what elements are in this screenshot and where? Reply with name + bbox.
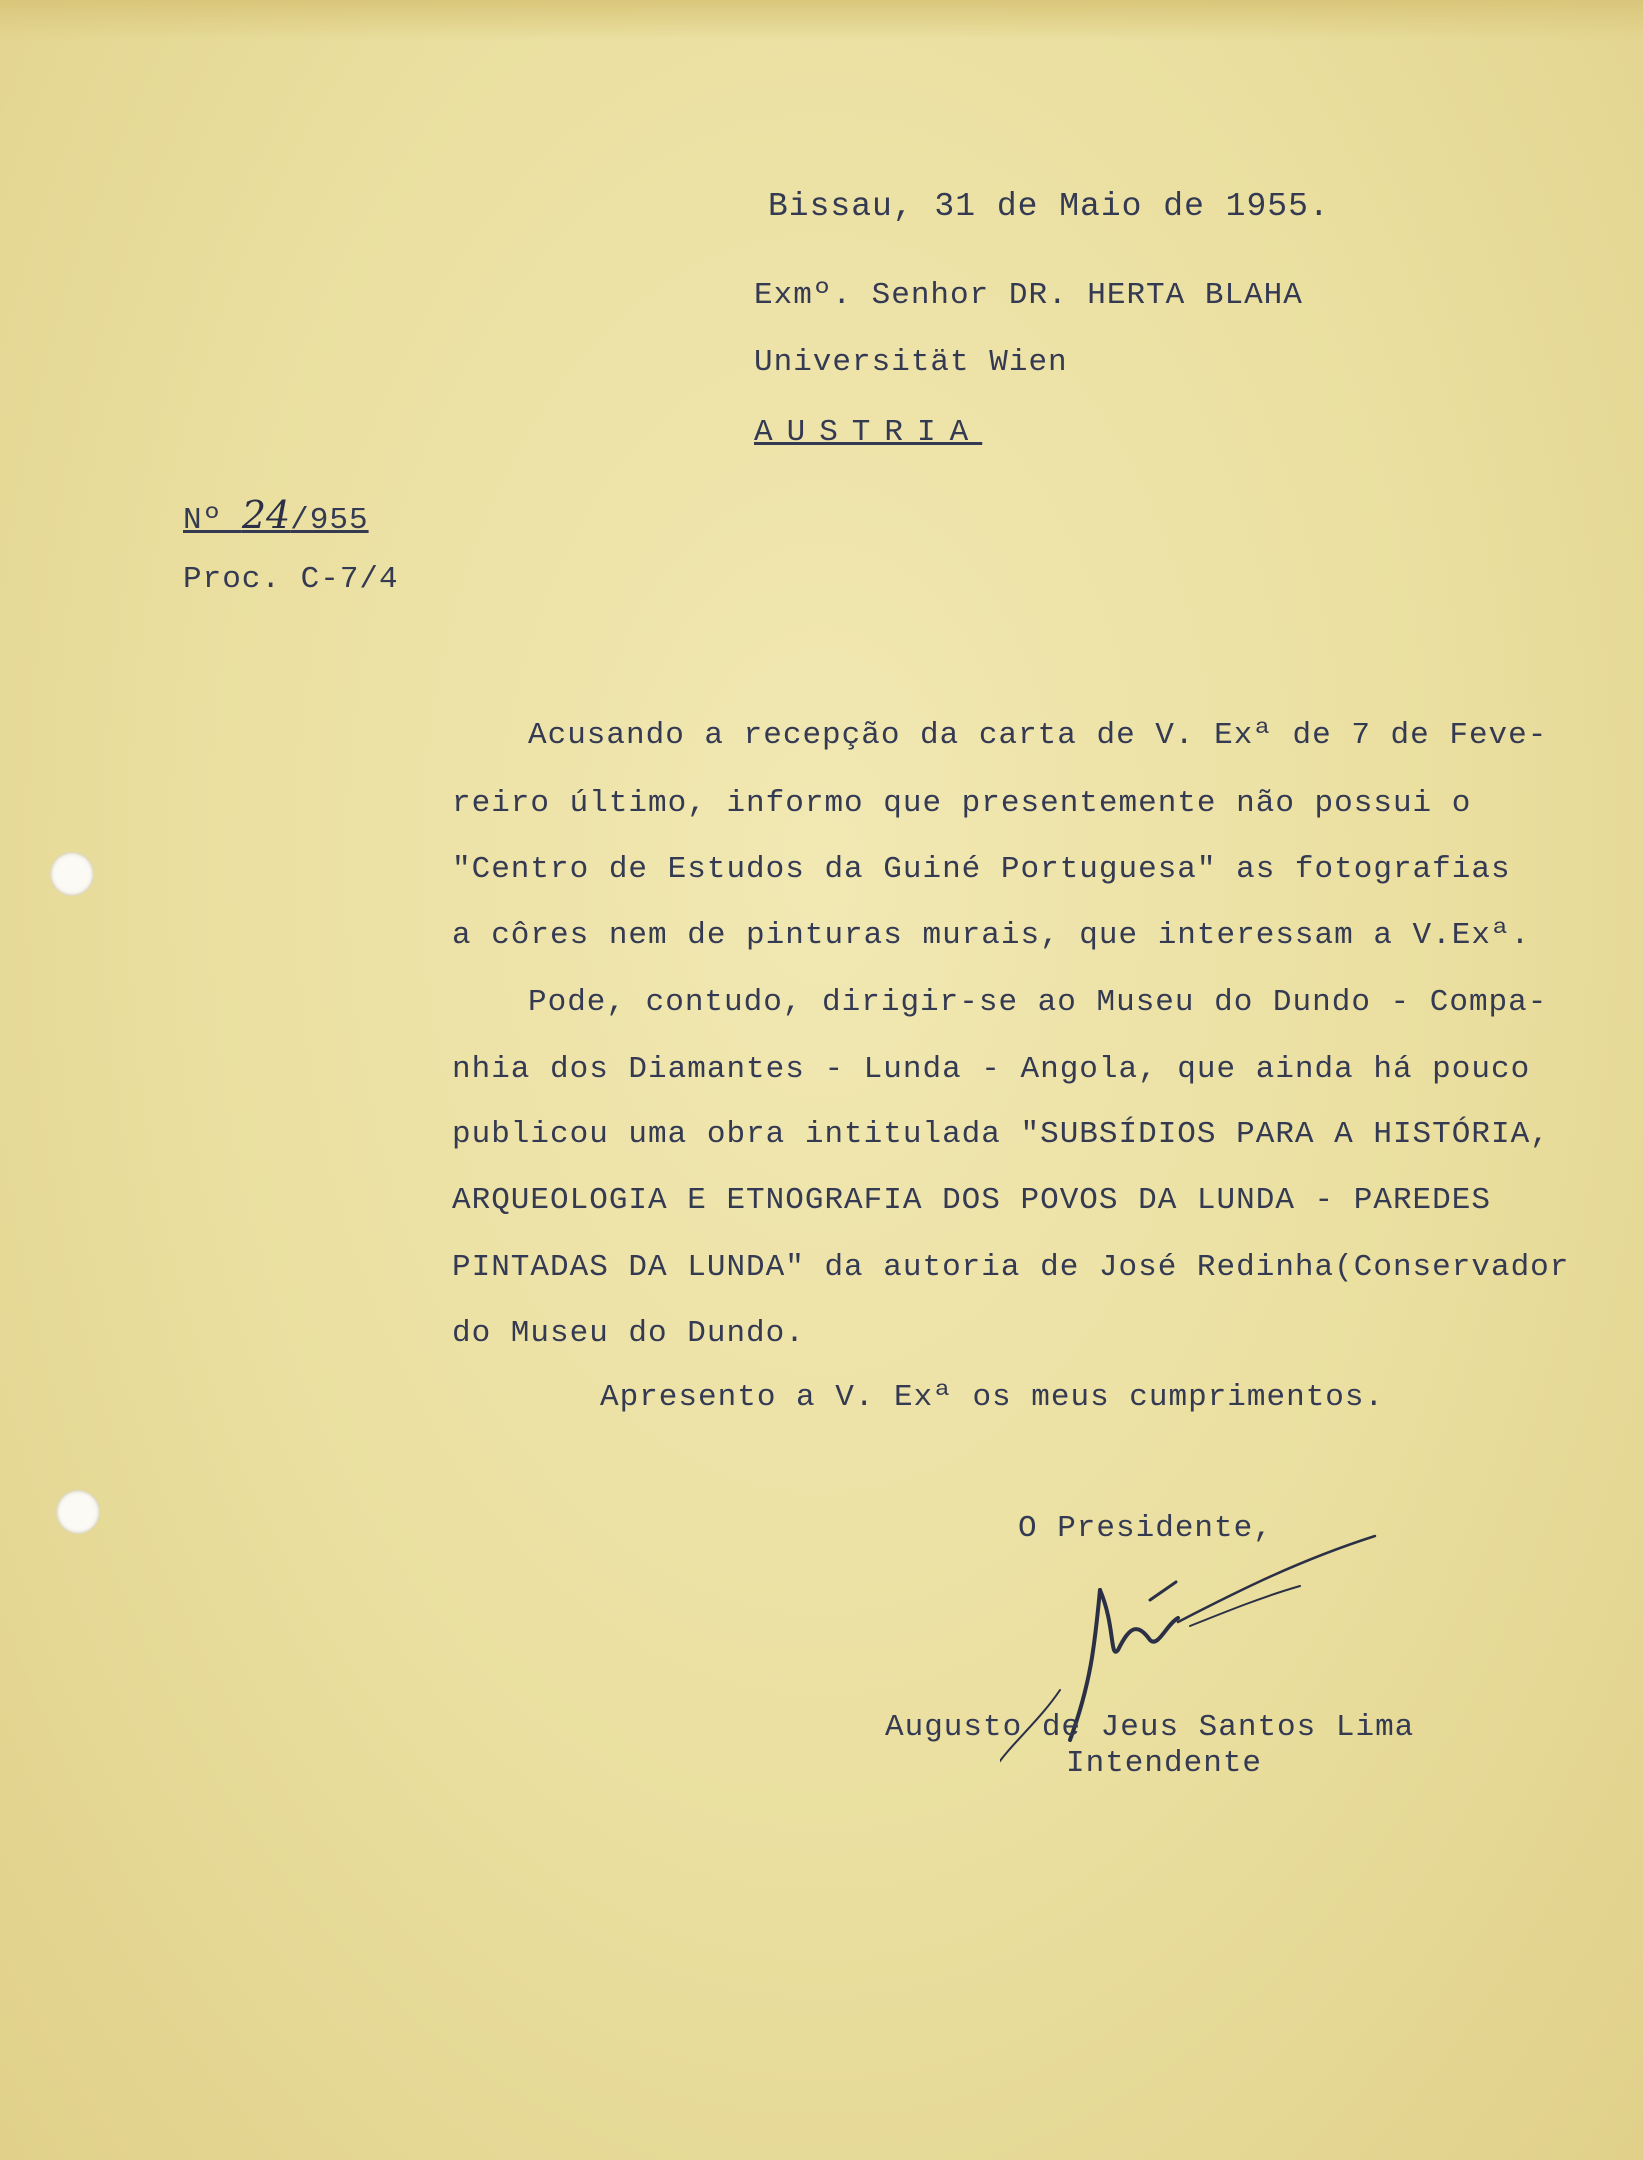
punch-hole <box>56 1490 100 1534</box>
body-line: PINTADAS DA LUNDA" da autoria de José Redinha(Conservador <box>452 1250 1570 1285</box>
signoff-line: O Presidente, <box>1018 1511 1273 1546</box>
signatory-name: Augusto de Jeus Santos Lima <box>885 1710 1415 1745</box>
reference-year: /955 <box>290 503 369 538</box>
recipient-institution: Universität Wien <box>754 345 1068 380</box>
signatory-title: Intendente <box>1066 1746 1263 1781</box>
process-reference: Proc. C-7/4 <box>183 562 399 597</box>
reference-number <box>183 493 369 538</box>
body-line: ARQUEOLOGIA E ETNOGRAFIA DOS POVOS DA LUNDA - PAREDES <box>452 1183 1491 1218</box>
body-line: reiro último, informo que presentemente não possui o <box>452 786 1472 821</box>
body-line: "Centro de Estudos da Guiné Portuguesa" as fotografias <box>452 852 1511 887</box>
body-line: a côres nem de pinturas murais, que interessam a V.Exª. <box>452 918 1531 953</box>
paper-edge-shadow <box>0 0 1643 40</box>
body-line: do Museu do Dundo. <box>452 1316 805 1351</box>
body-line: publicou uma obra intitulada "SUBSÍDIOS PARA A HISTÓRIA, <box>452 1117 1550 1152</box>
recipient-country: AUSTRIA <box>754 415 983 450</box>
letter-date: Bissau, 31 de Maio de 1955. <box>768 188 1330 225</box>
body-line: nhia dos Diamantes - Lunda - Angola, que ainda há pouco <box>452 1052 1531 1087</box>
reference-prefix: Nº <box>183 503 242 538</box>
punch-hole <box>50 852 94 896</box>
body-line: Acusando a recepção da carta de V. Exª de 7 de Feve- <box>528 718 1548 753</box>
closing-line: Apresento a V. Exª os meus cumprimentos. <box>600 1380 1385 1415</box>
body-line: Pode, contudo, dirigir-se ao Museu do Dundo - Compa- <box>528 985 1548 1020</box>
recipient-salutation: Exmº. Senhor DR. HERTA BLAHA <box>754 278 1303 313</box>
reference-handwritten-number: 24 <box>241 493 291 537</box>
